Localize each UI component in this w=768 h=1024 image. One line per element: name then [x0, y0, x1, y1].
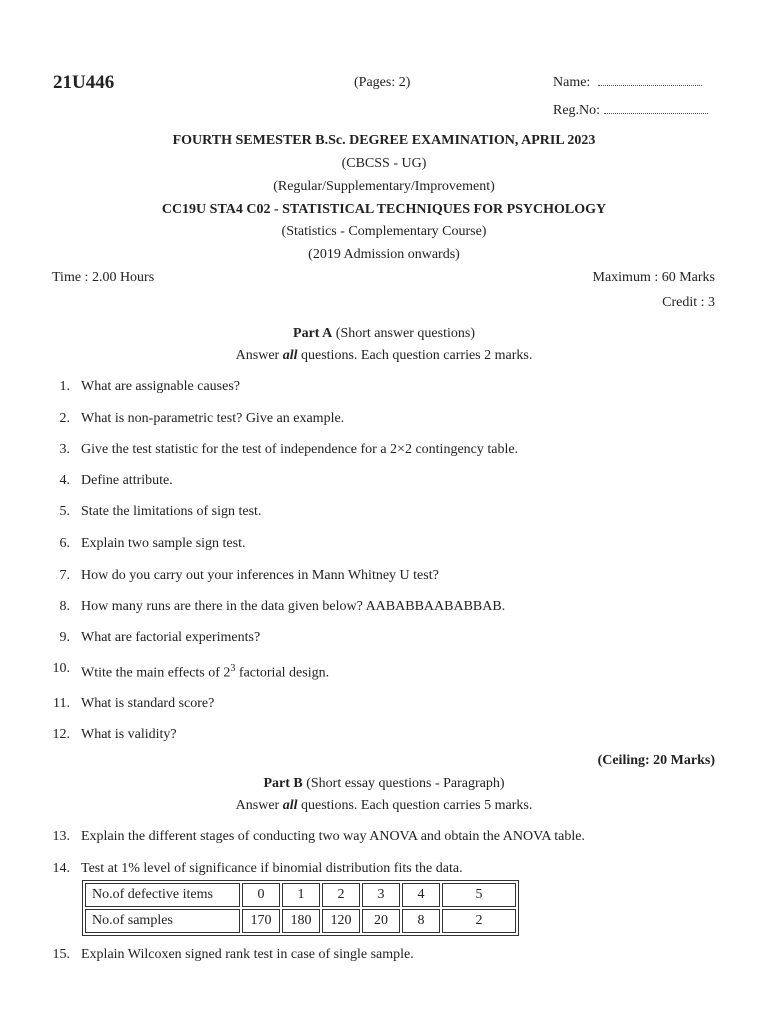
page-count: (Pages: 2) [354, 75, 411, 90]
exam-scheme: (CBCSS - UG) [341, 156, 427, 171]
question-number: 15. [52, 947, 70, 962]
question-text-part: Wtite the main effects of 2 [81, 665, 231, 681]
question-text: What is non-parametric test? Give an example. [81, 411, 345, 426]
part-b-title: Part B [263, 776, 303, 791]
regno-blank [604, 112, 708, 114]
question-text: What are assignable causes? [81, 379, 240, 394]
question-text: What are factorial experiments? [81, 630, 261, 645]
question-text: Give the test statistic for the test of independence for a 2×2 contingency table. [81, 442, 519, 457]
question-text: State the limitations of sign test. [81, 504, 262, 519]
question-number: 8. [59, 599, 70, 614]
question-text: Explain two sample sign test. [81, 536, 246, 551]
table-cell: 120 [322, 909, 360, 933]
exponent: 3 [230, 663, 236, 674]
instr-emphasis: all [282, 348, 298, 363]
part-a-instructions [0, 348, 768, 364]
paper-code: 21U446 [53, 72, 115, 93]
table-row-label: No.of samples [85, 909, 240, 933]
instr-text: questions. Each question carries 2 marks. [297, 348, 533, 363]
exam-title: FOURTH SEMESTER B.Sc. DEGREE EXAMINATION, APRIL 2023 [172, 133, 596, 148]
question-number: 12. [52, 727, 70, 742]
question-text: Define attribute. [81, 473, 173, 488]
table-cell: 0 [242, 883, 280, 907]
table-cell: 8 [402, 909, 440, 933]
part-a-title: Part A [293, 326, 333, 341]
question-text: What is standard score? [81, 696, 215, 711]
name-field [553, 75, 702, 91]
table-cell: 170 [242, 909, 280, 933]
table-cell: 5 [442, 883, 516, 907]
question-text [81, 663, 329, 682]
question-number: 4. [59, 473, 70, 488]
question-text: How do you carry out your inferences in Mann Whitney U test? [81, 568, 439, 583]
table-cell: 1 [282, 883, 320, 907]
table-cell: 20 [362, 909, 400, 933]
question-number: 6. [59, 536, 70, 551]
question-number: 11. [53, 696, 70, 711]
part-b-instructions [0, 798, 768, 814]
instr-emphasis: all [282, 798, 298, 813]
part-b-heading [0, 776, 768, 792]
regno-field [553, 103, 708, 119]
question-number: 1. [59, 379, 70, 394]
table-cell: 2 [442, 909, 516, 933]
name-blank [598, 84, 702, 86]
question-number: 14. [52, 861, 70, 876]
table-cell: 2 [322, 883, 360, 907]
part-a-heading [0, 326, 768, 342]
question-text: How many runs are there in the data given below? AABABBAABABBAB. [81, 599, 506, 614]
instr-text: Answer [235, 798, 283, 813]
part-a-subtitle: (Short answer questions) [332, 326, 475, 341]
regno-label: Reg.No: [553, 103, 601, 118]
question-number: 7. [59, 568, 70, 583]
name-label: Name: [553, 75, 591, 90]
question-text: Explain the different stages of conducting two way ANOVA and obtain the ANOVA table. [81, 829, 585, 844]
ceiling-marks: (Ceiling: 20 Marks) [597, 753, 715, 768]
question-text: Explain Wilcoxen signed rank test in case of single sample. [81, 947, 414, 962]
table-row [85, 883, 516, 907]
question-number: 5. [59, 504, 70, 519]
question-number: 13. [52, 829, 70, 844]
course-stream: (Statistics - Complementary Course) [281, 224, 487, 239]
question-text: Test at 1% level of significance if binomial distribution fits the data. [81, 861, 463, 876]
exam-type: (Regular/Supplementary/Improvement) [273, 179, 495, 194]
binomial-data-table [82, 880, 519, 936]
instr-text: questions. Each question carries 5 marks. [297, 798, 533, 813]
credit: Credit : 3 [662, 295, 715, 310]
question-text: What is validity? [81, 727, 177, 742]
part-b-subtitle: (Short essay questions - Paragraph) [302, 776, 505, 791]
instr-text: Answer [235, 348, 283, 363]
table-row-label: No.of defective items [85, 883, 240, 907]
question-number: 3. [59, 442, 70, 457]
question-number: 2. [59, 411, 70, 426]
table-row [85, 909, 516, 933]
table-cell: 3 [362, 883, 400, 907]
course-title: CC19U STA4 C02 - STATISTICAL TECHNIQUES FOR PSYCHOLOGY [161, 202, 607, 217]
exam-time: Time : 2.00 Hours [52, 270, 155, 285]
table-cell: 180 [282, 909, 320, 933]
table-cell: 4 [402, 883, 440, 907]
question-number: 9. [59, 630, 70, 645]
question-text-part: factorial design. [235, 665, 330, 681]
admission-note: (2019 Admission onwards) [308, 247, 460, 262]
max-marks: Maximum : 60 Marks [592, 270, 715, 285]
question-number: 10. [52, 661, 70, 676]
